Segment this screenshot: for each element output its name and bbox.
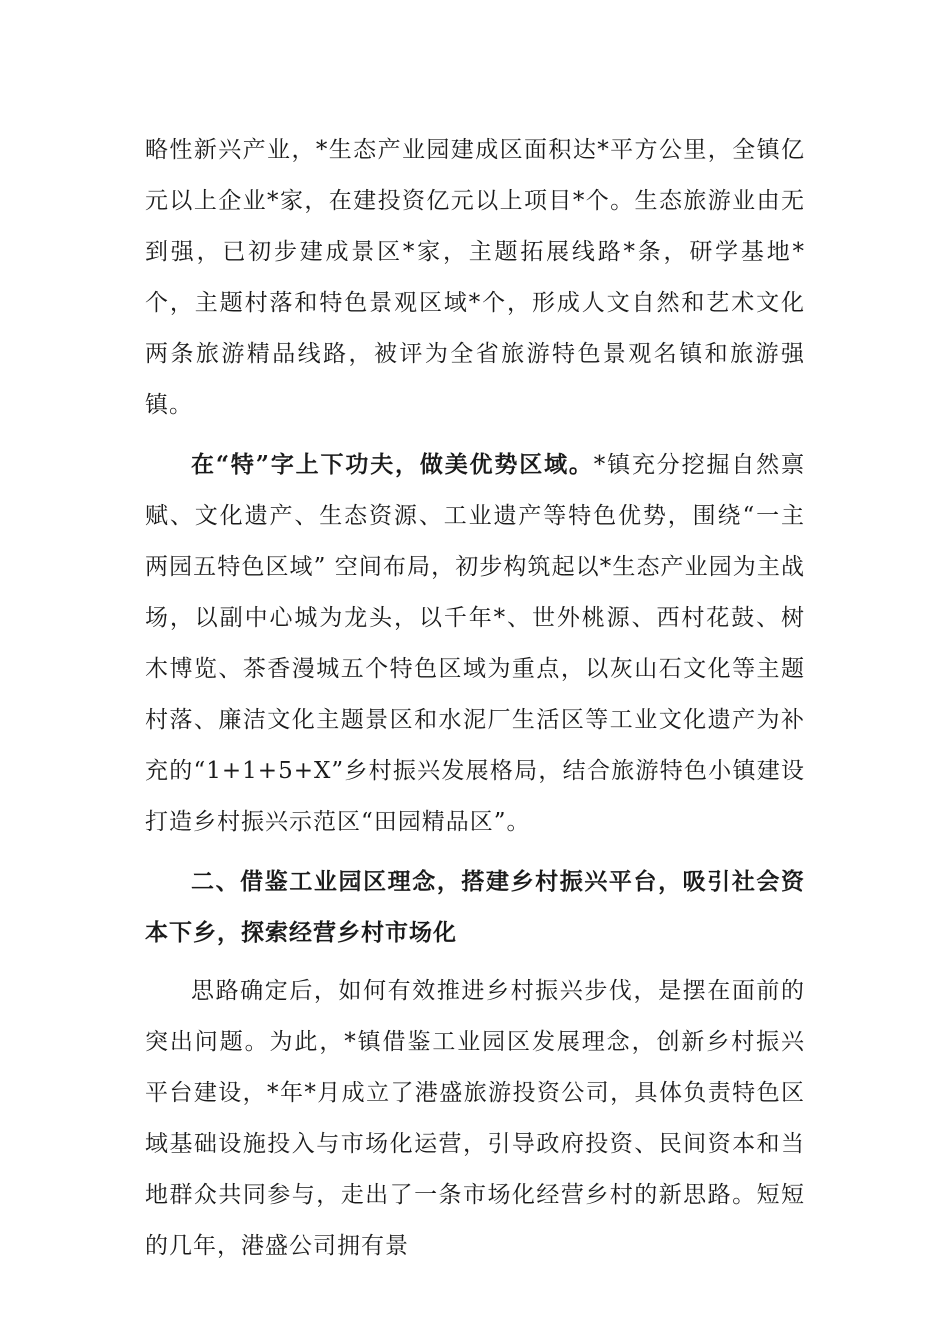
paragraph-featured-areas [145, 439, 805, 848]
paragraph-continued [145, 125, 805, 431]
paragraph-text: 略性新兴产业，*生态产业园建成区面积达*平方公里，全镇亿元以上企业*家，在建投资亿元以上项目*个。生态旅游业由无到强，已初步建成景区*家，主题拓展线路*条，研学基地*个，主题村落和特色景观区域*个，形成人文自然和艺术文化两条旅游精品线路，被评为全省旅游特色景观名镇和旅游强镇。 [145, 137, 805, 418]
paragraph-lead: 在“特”字上下功夫，做美优势区域。 [191, 451, 594, 478]
heading-text: 二、借鉴工业园区理念，搭建乡村振兴平台，吸引社会资本下乡，探索经营乡村市场化 [145, 868, 805, 946]
paragraph-text: 思路确定后，如何有效推进乡村振兴步伐，是摆在面前的突出问题。为此，*镇借鉴工业园区发展理念，创新乡村振兴平台建设，*年*月成立了港盛旅游投资公司，具体负责特色区域基础设施投入与市场化运营，引导政府投资、民间资本和当地群众共同参与，走出了一条市场化经营乡村的新思路。短短的几年，港盛公司拥有景 [145, 978, 805, 1259]
document-body [145, 125, 805, 1272]
paragraph-platform [145, 966, 805, 1272]
paragraph-text: *镇充分挖掘自然禀赋、文化遗产、生态资源、工业遗产等特色优势，围绕“一主两园五特色区域” 空间布局，初步构筑起以*生态产业园为主战场，以副中心城为龙头，以千年*、世外桃源、西村花鼓、树木博览、茶香漫城五个特色区域为重点，以灰山石文化等主题村落、廉洁文化主题景区和水泥厂生活区等工业文化遗产为补充的“1+1+5+X”乡村振兴发展格局，结合旅游特色小镇建设打造乡村振兴示范区“田园精品区”。 [145, 452, 805, 835]
section-heading-2 [145, 856, 805, 958]
